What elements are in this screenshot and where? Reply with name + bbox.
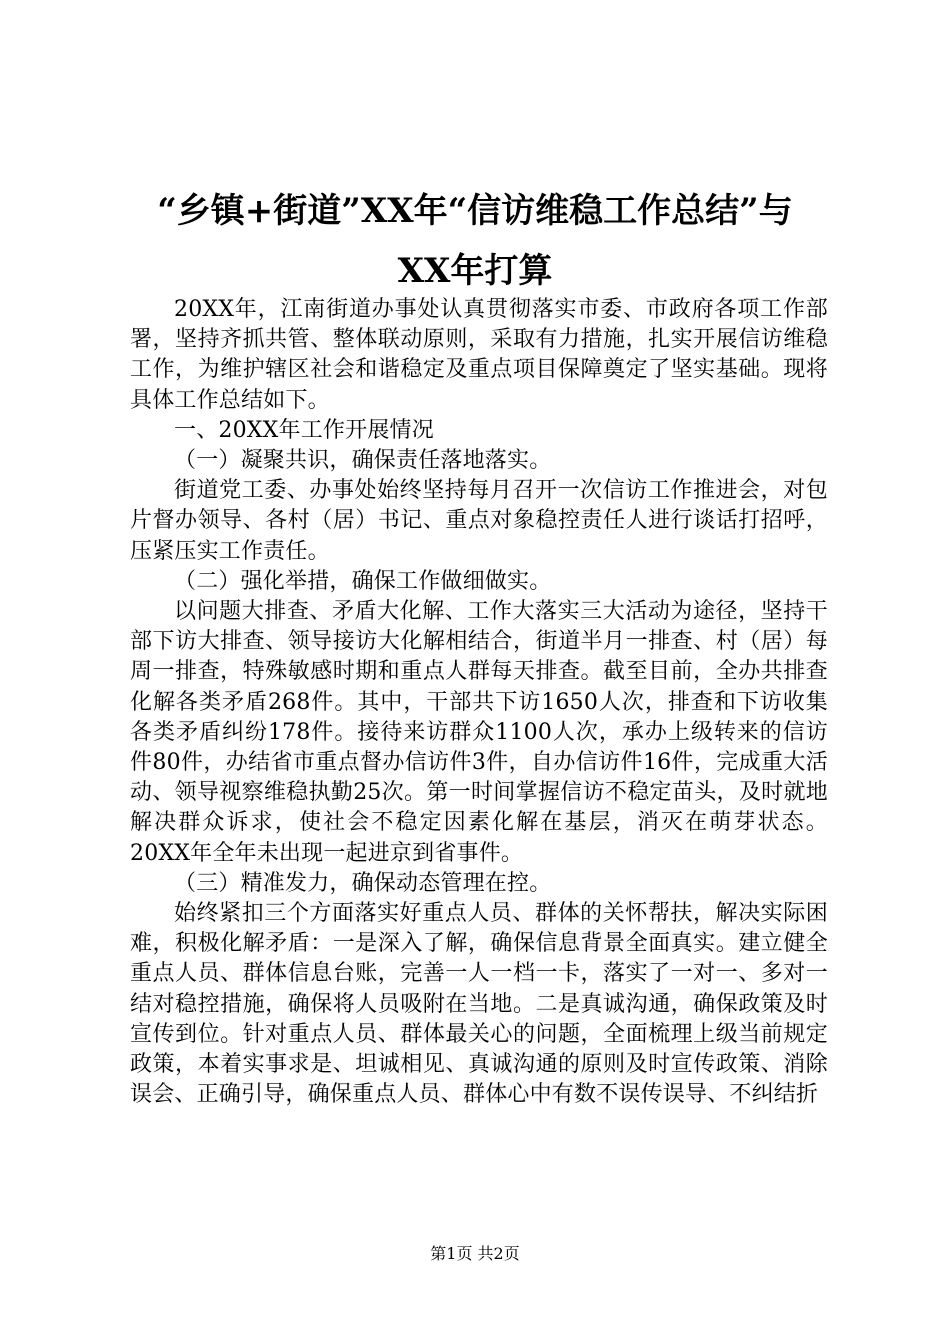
body-paragraph-1: 街道党工委、办事处始终坚持每月召开一次信访工作推进会，对包片督办领导、各村（居）书记、重点对象稳控责任人进行谈话打招呼，压紧压实工作责任。 [130,478,828,564]
document-title-line1: “乡镇+街道”XX年“信访维稳工作总结”与 [157,191,793,231]
section-heading: 一、20XX年工作开展情况 [174,417,434,443]
page-footer: 第1页 共2页 [430,1244,520,1263]
subsection-heading-1: （一）凝聚共识，确保责任落地落实。 [174,448,552,474]
body-paragraph-2: 以问题大排查、矛盾大化解、工作大落实三大活动为途径，坚持干部下访大排查、领导接访大化解相结合，街道半月一排查、村（居）每周一排查，特殊敏感时期和重点人群每天排查。截至目前，全办共排查化解各类矛盾268件。其中，干部共下访1650人次，排查和下访收集各类矛盾纠纷178件。接待来访群众1100人次，承办上级转来的信访件80件，办结省市重点督办信访件3件，自办信访件16件，完成重大活动、领导视察维稳执勤25次。第一时间掌握信访不稳定苗头，及时就地解决群众诉求，使社会不稳定因素化解在基层，消灭在萌芽状态。20XX年全年未出现一起进京到省事件。 [130,599,828,866]
subsection-heading-3: （三）精准发力，确保动态管理在控。 [174,870,552,896]
subsection-heading-2: （二）强化举措，确保工作做细做实。 [174,568,552,594]
intro-paragraph: 20XX年，江南街道办事处认真贯彻落实市委、市政府各项工作部署，坚持齐抓共管、整体联动原则，采取有力措施，扎实开展信访维稳工作，为维护辖区社会和谐稳定及重点项目保障奠定了坚实基础。现将具体工作总结如下。 [130,297,828,413]
body-paragraph-3: 始终紧扣三个方面落实好重点人员、群体的关怀帮扶，解决实际困难，积极化解矛盾：一是深入了解，确保信息背景全面真实。建立健全重点人员、群体信息台账，完善一人一档一卡，落实了一对一、多对一结对稳控措施，确保将人员吸附在当地。二是真诚沟通，确保政策及时宣传到位。针对重点人员、群体最关心的问题，全面梳理上级当前规定政策，本着实事求是、坦诚相见、真诚沟通的原则及时宣传政策、消除误会、正确引导，确保重点人员、群体心中有数不误传误导、不纠结折 [130,901,828,1108]
document-title-line2: XX年打算 [397,251,553,291]
document-body [130,295,828,1110]
